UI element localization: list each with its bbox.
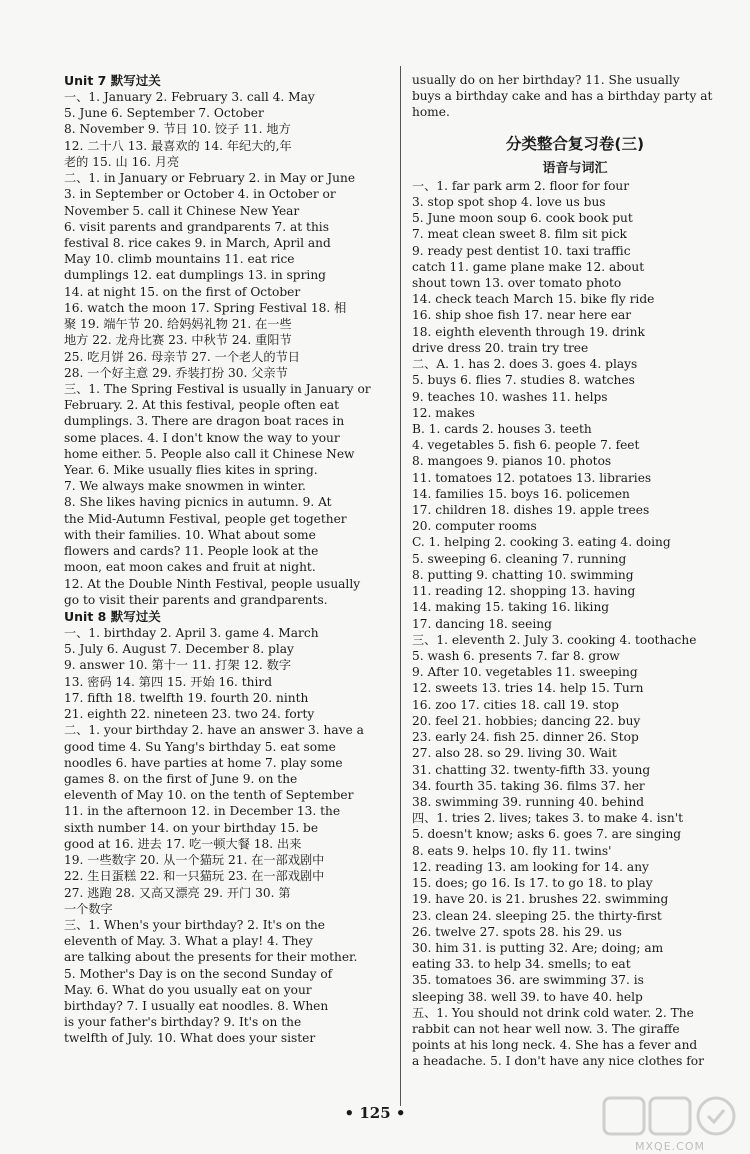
answer-line: 9. answer 10. 第十一 11. 打架 12. 数字 [64, 658, 292, 673]
answer-line: 22. 生日蛋糕 22. 和一只猫玩 23. 在一部戏剧中 [64, 869, 325, 884]
answer-line: 13. 密码 14. 第四 15. 开始 16. third [64, 674, 273, 689]
answer-line: 8. mangoes 9. pianos 10. photos [412, 454, 612, 469]
answer-line: 27. 逃跑 28. 又高又漂亮 29. 开门 30. 第 [64, 885, 291, 900]
answer-line: noodles 6. have parties at home 7. play some [64, 755, 343, 770]
answer-line: the Mid-Autumn Festival, people get together [64, 511, 347, 526]
answer-line: May 10. climb mountains 11. eat rice [64, 252, 295, 267]
watermark-text: MXQE.COM [635, 1140, 705, 1153]
answer-line: 14. check teach March 15. bike fly ride [412, 292, 655, 307]
column-divider [400, 66, 401, 1106]
answer-line: 8. She likes having picnics in autumn. 9. At [64, 495, 332, 510]
answer-line: a headache. 5. I don't have any nice clothes for [412, 1054, 704, 1069]
answer-line: 一、1. January 2. February 3. call 4. May [64, 90, 315, 104]
answer-line: twelfth of July. 10. What does your sister [64, 1031, 316, 1046]
answer-line: home either. 5. People also call it Chinese New [64, 446, 355, 461]
answer-line: 二、A. 1. has 2. does 3. goes 4. plays [412, 357, 638, 372]
answer-line: 27. also 28. so 29. living 30. Wait [412, 746, 617, 761]
answer-line: eleventh of May 10. on the tenth of September [64, 788, 354, 803]
answer-line: 31. chatting 32. twenty-fifth 33. young [412, 762, 651, 777]
answer-line: November 5. call it Chinese New Year [64, 203, 300, 218]
answer-line: 12. sweets 13. tries 14. help 15. Turn [412, 681, 644, 696]
section-title: 分类整合复习卷(三) [505, 134, 645, 153]
answer-line: 6. visit parents and grandparents 7. at this [64, 219, 329, 234]
answer-line: good at 16. 进去 17. 吃一顿大餐 18. 出来 [64, 836, 302, 851]
answer-line: 23. early 24. fish 25. dinner 26. Stop [412, 730, 639, 745]
answer-line: 8. putting 9. chatting 10. swimming [412, 567, 634, 582]
answer-line: 16. ship shoe fish 17. near here ear [412, 308, 632, 323]
answer-line: 12. reading 13. am looking for 14. any [412, 859, 649, 874]
answer-line: 5. doesn't know; asks 6. goes 7. are singing [412, 827, 682, 842]
answer-line: 25. 吃月饼 26. 母亲节 27. 一个老人的节日 [64, 349, 300, 364]
answer-line: sleeping 38. well 39. to have 40. help [412, 989, 643, 1004]
answer-line: May. 6. What do you usually eat on your [64, 982, 312, 997]
answer-line: 三、1. eleventh 2. July 3. cooking 4. toothache [412, 632, 697, 647]
answer-line: 一、1. far park arm 2. floor for four [412, 178, 630, 193]
answer-line: 一个数字 [64, 901, 113, 916]
answer-line: 7. We always make snowmen in winter. [64, 479, 306, 494]
answer-line: 38. swimming 39. running 40. behind [412, 794, 645, 809]
answer-line: 14. at night 15. on the first of October [64, 284, 301, 299]
answer-line: 16. watch the moon 17. Spring Festival 18. 相 [64, 300, 347, 315]
answer-line: 8. November 9. 节日 10. 饺子 11. 地方 [64, 122, 291, 137]
right-column [412, 72, 738, 1070]
answer-line: is your father's birthday? 9. It's on the [64, 1015, 302, 1030]
answer-line: 5. July 6. August 7. December 8. play [64, 642, 294, 657]
answer-line: 9. teaches 10. washes 11. helps [412, 389, 608, 404]
answer-line: 四、1. tries 2. lives; takes 3. to make 4. isn't [412, 811, 684, 826]
answer-line: 二、1. in January or February 2. in May or June [64, 171, 356, 186]
answer-line: 17. dancing 18. seeing [412, 616, 552, 631]
answer-line: go to visit their parents and grandparents. [64, 592, 328, 607]
answer-line: 5. wash 6. presents 7. far 8. grow [412, 649, 620, 663]
answer-line: 5. buys 6. flies 7. studies 8. watches [412, 373, 635, 388]
answer-line: 三、1. The Spring Festival is usually in January or [64, 381, 371, 396]
answer-line: 11. tomatoes 12. potatoes 13. libraries [412, 470, 652, 485]
answer-line: 26. twelve 27. spots 28. his 29. us [412, 924, 622, 939]
answer-line: 14. families 15. boys 16. policemen [412, 486, 630, 501]
answer-line: 15. does; go 16. Is 17. to go 18. to play [412, 876, 653, 891]
answer-line: 8. eats 9. helps 10. fly 11. twins' [412, 843, 612, 858]
answer-line: festival 8. rice cakes 9. in March, April and [64, 235, 331, 250]
answer-line: C. 1. helping 2. cooking 3. eating 4. doing [412, 535, 671, 550]
watermark-icon [600, 1092, 740, 1146]
unit-heading: Unit 8 默写过关 [64, 609, 161, 624]
answer-line: buys a birthday cake and has a birthday party at [412, 89, 713, 104]
answer-line: 35. tomatoes 36. are swimming 37. is [412, 973, 644, 988]
answer-line: 老的 15. 山 16. 月亮 [64, 154, 180, 169]
answer-line: Year. 6. Mike usually flies kites in spring. [64, 463, 318, 478]
answer-line: 11. in the afternoon 12. in December 13. the [64, 804, 341, 819]
answer-line: 5. Mother's Day is on the second Sunday of [64, 966, 333, 981]
answer-line: moon, eat moon cakes and fruit at night. [64, 560, 316, 575]
answer-line: 16. zoo 17. cities 18. call 19. stop [412, 697, 619, 712]
answer-line: games 8. on the first of June 9. on the [64, 771, 298, 786]
answer-line: B. 1. cards 2. houses 3. teeth [412, 421, 592, 436]
answer-line: eleventh of May. 3. What a play! 4. They [64, 934, 313, 949]
answer-line: drive dress 20. train try tree [412, 340, 589, 355]
answer-line: February. 2. At this festival, people often eat [64, 398, 339, 413]
answer-line: 11. reading 12. shopping 13. having [412, 584, 636, 599]
answer-line: 9. After 10. vegetables 11. sweeping [412, 665, 638, 680]
answer-line: 7. meat clean sweet 8. film sit pick [412, 227, 627, 242]
answer-line: 地方 22. 龙舟比赛 23. 中秋节 24. 重阳节 [64, 333, 292, 348]
section-subtitle: 语音与词汇 [542, 160, 608, 176]
answer-line: 12. 二十八 13. 最喜欢的 14. 年纪大的,年 [64, 138, 292, 153]
answer-line: 一、1. birthday 2. April 3. game 4. March [64, 626, 319, 640]
answer-line: 五、1. You should not drink cold water. 2. The [412, 1005, 694, 1020]
answer-line: 20. computer rooms [412, 519, 537, 534]
answer-line: 12. makes [412, 405, 475, 420]
answer-line: shout town 13. over tomato photo [412, 275, 622, 290]
answer-line: usually do on her birthday? 11. She usually [412, 73, 680, 87]
answer-line: with their families. 10. What about some [64, 527, 316, 542]
answer-line: dumplings. 3. There are dragon boat races in [64, 414, 345, 429]
page-number: • 125 • [344, 1104, 406, 1122]
answer-line: 3. stop spot shop 4. love us bus [412, 194, 606, 209]
right-column-continuation [412, 72, 738, 121]
answer-line: 12. At the Double Ninth Festival, people usually [64, 576, 361, 591]
watermark-logo [600, 1092, 740, 1146]
answer-line: catch 11. game plane make 12. about [412, 259, 645, 274]
answer-line: 三、1. When's your birthday? 2. It's on the [64, 917, 325, 932]
answer-line: 19. 一些数字 20. 从一个猫玩 21. 在一部戏剧中 [64, 853, 325, 868]
answer-line: 20. feel 21. hobbies; dancing 22. buy [412, 713, 641, 728]
answer-line: 34. fourth 35. taking 36. films 37. her [412, 778, 645, 793]
answer-line: some places. 4. I don't know the way to your [64, 430, 340, 445]
answer-line: 23. clean 24. sleeping 25. the thirty-first [412, 908, 662, 923]
answer-line: are talking about the presents for their mother. [64, 950, 358, 965]
answer-line: 18. eighth eleventh through 19. drink [412, 324, 645, 339]
answer-line: sixth number 14. on your birthday 15. be [64, 820, 319, 835]
answer-line: dumplings 12. eat dumplings 13. in spring [64, 268, 326, 283]
answer-line: 9. ready pest dentist 10. taxi traffic [412, 243, 631, 258]
answer-line: 5. June moon soup 6. cook book put [412, 211, 633, 226]
answer-line: 17. children 18. dishes 19. apple trees [412, 503, 650, 518]
answer-line: birthday? 7. I usually eat noodles. 8. When [64, 999, 329, 1014]
answer-line: flowers and cards? 11. People look at the [64, 544, 319, 559]
left-column [64, 72, 386, 1047]
answer-line: 21. eighth 22. nineteen 23. two 24. forty [64, 707, 315, 722]
answer-line: 5. June 6. September 7. October [64, 106, 264, 121]
answer-line: 聚 19. 端午节 20. 给妈妈礼物 21. 在一些 [64, 317, 292, 332]
answer-list [412, 178, 738, 1070]
answer-line: 4. vegetables 5. fish 6. people 7. feet [412, 438, 640, 453]
answer-line: 3. in September or October 4. in October or [64, 187, 336, 202]
answer-line: points at his long neck. 4. She has a fever and [412, 1038, 698, 1053]
answer-line: 19. have 20. is 21. brushes 22. swimming [412, 892, 669, 907]
answer-line: 14. making 15. taking 16. liking [412, 600, 610, 615]
answer-line: 5. sweeping 6. cleaning 7. running [412, 551, 627, 566]
answer-line: home. [412, 105, 450, 120]
answer-line: rabbit can not hear well now. 3. The giraffe [412, 1022, 680, 1037]
answer-line: good time 4. Su Yang's birthday 5. eat some [64, 739, 336, 754]
answer-line: 17. fifth 18. twelfth 19. fourth 20. ninth [64, 690, 309, 705]
answer-line: eating 33. to help 34. smells; to eat [412, 957, 631, 972]
unit-heading: Unit 7 默写过关 [64, 73, 161, 88]
answer-line: 28. 一个好主意 29. 乔装打扮 30. 父亲节 [64, 365, 288, 380]
answer-line: 二、1. your birthday 2. have an answer 3. have a [64, 723, 364, 738]
answer-line: 30. him 31. is putting 32. Are; doing; am [412, 940, 664, 955]
